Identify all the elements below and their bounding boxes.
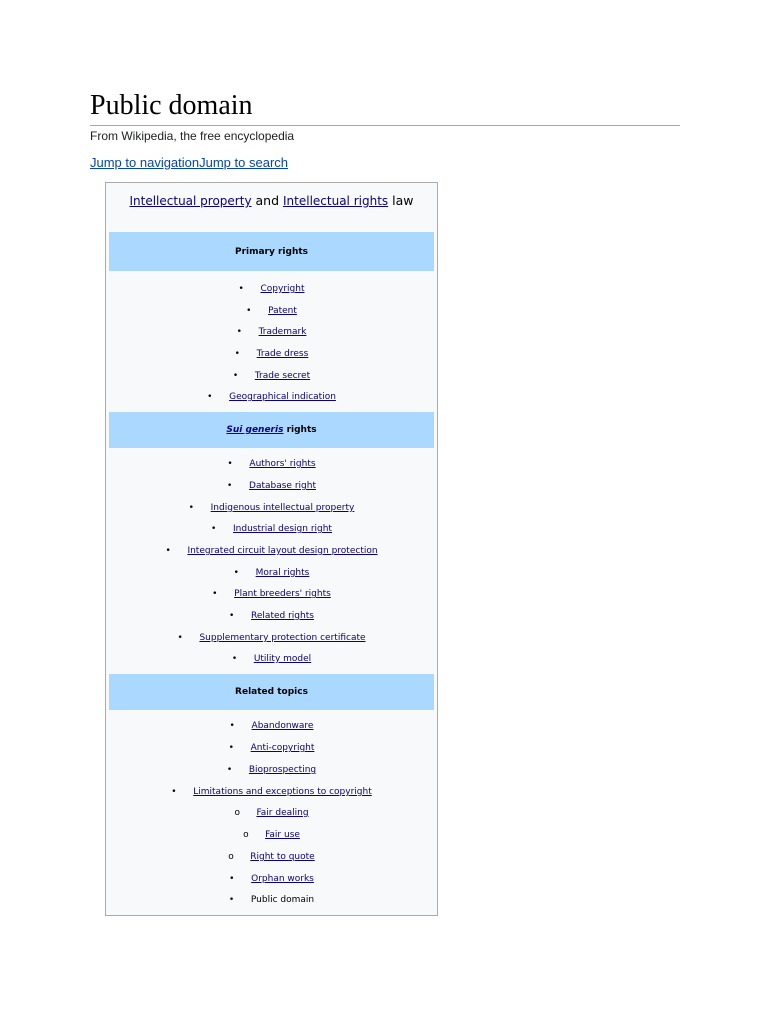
list-item bbox=[106, 849, 437, 865]
database-right-link[interactable]: Database right bbox=[249, 481, 316, 491]
primary-rights-header: Primary rights bbox=[109, 232, 434, 271]
list-item bbox=[106, 281, 437, 297]
sidebar-title-law: law bbox=[388, 193, 414, 208]
bullet-icon: • bbox=[228, 895, 235, 905]
moral-rights-link[interactable]: Moral rights bbox=[255, 568, 310, 578]
list-item bbox=[106, 389, 437, 405]
sidebar-title bbox=[106, 191, 437, 211]
abandonware-link[interactable]: Abandonware bbox=[251, 721, 314, 731]
list-item bbox=[106, 324, 437, 340]
bullet-icon: • bbox=[231, 654, 238, 664]
bullet-icon: • bbox=[236, 327, 242, 337]
sui-generis-header bbox=[109, 412, 434, 448]
indigenous-ip-link[interactable]: Indigenous intellectual property bbox=[210, 503, 355, 513]
jump-to-search-link[interactable]: Jump to search bbox=[199, 155, 288, 170]
site-tagline: From Wikipedia, the free encyclopedia bbox=[90, 129, 295, 143]
bullet-icon: • bbox=[238, 284, 244, 294]
list-item bbox=[106, 368, 437, 384]
bullet-icon: • bbox=[227, 481, 233, 491]
geographical-indication-link[interactable]: Geographical indication bbox=[229, 392, 336, 402]
bullet-icon: • bbox=[229, 874, 235, 884]
sub-bullet-icon: o bbox=[243, 830, 249, 840]
list-item bbox=[106, 871, 437, 887]
trade-dress-link[interactable]: Trade dress bbox=[256, 349, 309, 359]
list-item bbox=[106, 456, 437, 472]
list-item bbox=[106, 521, 437, 537]
jump-to-navigation-link[interactable]: Jump to navigation bbox=[90, 155, 200, 170]
trade-secret-link[interactable]: Trade secret bbox=[254, 371, 311, 381]
ip-law-sidebar bbox=[105, 182, 438, 916]
list-item bbox=[106, 651, 437, 667]
bullet-icon: • bbox=[229, 611, 235, 621]
industrial-design-right-link[interactable]: Industrial design right bbox=[233, 524, 332, 534]
jump-links bbox=[90, 154, 288, 172]
list-item bbox=[106, 565, 437, 581]
page-title: Public domain bbox=[90, 90, 253, 121]
bullet-icon: • bbox=[233, 568, 239, 578]
intellectual-property-link[interactable]: Intellectual property bbox=[129, 194, 252, 208]
bullet-icon: • bbox=[212, 589, 218, 599]
list-item bbox=[106, 630, 437, 646]
sub-bullet-icon: o bbox=[228, 852, 234, 862]
right-to-quote-link[interactable]: Right to quote bbox=[250, 852, 315, 862]
sub-bullet-icon: o bbox=[234, 808, 240, 818]
bullet-icon: • bbox=[188, 503, 194, 513]
orphan-works-link[interactable]: Orphan works bbox=[251, 874, 314, 884]
limitations-exceptions-link[interactable]: Limitations and exceptions to copyright bbox=[193, 787, 372, 797]
list-item bbox=[106, 740, 437, 756]
list-item bbox=[106, 586, 437, 602]
authors-rights-link[interactable]: Authors' rights bbox=[249, 459, 316, 469]
bioprospecting-link[interactable]: Bioprospecting bbox=[248, 765, 317, 775]
list-item bbox=[106, 827, 437, 843]
bullet-icon: • bbox=[232, 371, 239, 381]
list-item bbox=[106, 718, 437, 734]
supplementary-protection-link[interactable]: Supplementary protection certificate bbox=[199, 633, 366, 643]
fair-dealing-link[interactable]: Fair dealing bbox=[256, 808, 309, 818]
bullet-icon: • bbox=[229, 721, 235, 731]
bullet-icon: • bbox=[228, 743, 234, 753]
related-rights-link[interactable]: Related rights bbox=[251, 611, 314, 621]
list-item bbox=[106, 478, 437, 494]
title-divider bbox=[90, 125, 680, 126]
list-item bbox=[106, 805, 437, 821]
bullet-icon: • bbox=[227, 459, 233, 469]
list-item bbox=[106, 892, 437, 908]
bullet-icon: • bbox=[165, 546, 171, 556]
sui-generis-link[interactable]: Sui generis bbox=[226, 425, 284, 435]
integrated-circuit-link[interactable]: Integrated circuit layout design protection bbox=[187, 546, 378, 556]
list-item bbox=[106, 762, 437, 778]
bullet-icon: • bbox=[226, 765, 233, 775]
list-item bbox=[106, 784, 437, 800]
related-topics-header: Related topics bbox=[109, 674, 434, 710]
intellectual-rights-link[interactable]: Intellectual rights bbox=[283, 194, 389, 208]
list-item bbox=[106, 608, 437, 624]
bullet-icon: • bbox=[177, 633, 183, 643]
bullet-icon: • bbox=[234, 349, 240, 359]
copyright-link[interactable]: Copyright bbox=[260, 284, 305, 294]
list-item bbox=[106, 543, 437, 559]
patent-link[interactable]: Patent bbox=[268, 306, 297, 316]
fair-use-link[interactable]: Fair use bbox=[265, 830, 300, 840]
list-item bbox=[106, 303, 437, 319]
bullet-icon: • bbox=[211, 524, 217, 534]
plant-breeders-rights-link[interactable]: Plant breeders' rights bbox=[234, 589, 331, 599]
list-item bbox=[106, 346, 437, 362]
sidebar-title-and: and bbox=[251, 193, 284, 208]
list-item bbox=[106, 500, 437, 516]
anti-copyright-link[interactable]: Anti-copyright bbox=[250, 743, 315, 753]
trademark-link[interactable]: Trademark bbox=[258, 327, 307, 337]
bullet-icon: • bbox=[171, 787, 177, 797]
current-page-label: Public domain bbox=[250, 895, 315, 905]
bullet-icon: • bbox=[246, 306, 252, 316]
bullet-icon: • bbox=[207, 392, 213, 402]
utility-model-link[interactable]: Utility model bbox=[253, 654, 312, 664]
sui-generis-header-rest: rights bbox=[283, 425, 317, 435]
